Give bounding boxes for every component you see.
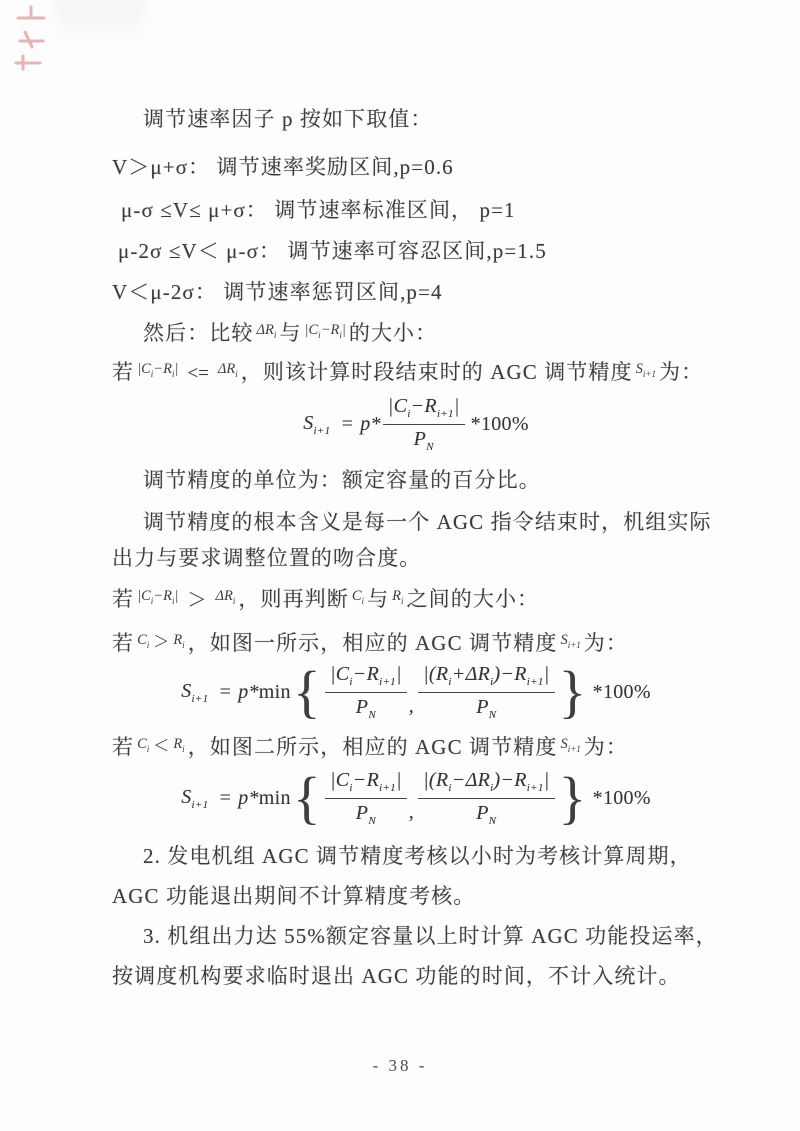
text-fragment: 为： bbox=[658, 360, 704, 384]
fraction-denominator: $P_N$ bbox=[476, 801, 497, 827]
text-fragment: 若 bbox=[112, 587, 135, 611]
rule-reward-interval: V＞μ+σ： 调节速率奖励区间,p=0.6 bbox=[112, 155, 454, 179]
fraction-denominator: $P_N$ bbox=[355, 801, 376, 827]
meaning-line-1: 调节精度的根本含义是每一个 AGC 指令结束时，机组实际 bbox=[143, 510, 712, 534]
red-mark-fragment bbox=[18, 7, 44, 18]
math-s-i1: $S_{i+1}$ bbox=[560, 632, 581, 650]
item-2-line-2: AGC 功能退出期间不计算精度考核。 bbox=[112, 884, 476, 908]
equals-sign: = bbox=[218, 680, 233, 703]
paragraph-intro: 调节速率因子 p 按如下取值： bbox=[143, 107, 433, 131]
comma-separator: , bbox=[408, 695, 415, 717]
text-fragment: ，如图一所示，相应的 AGC 调节精度 bbox=[187, 631, 558, 655]
text-fragment: 然后：比较 bbox=[143, 321, 254, 345]
fraction bbox=[383, 395, 465, 452]
fraction-numerator: $|C_i-R_{i+1}|$ bbox=[325, 663, 407, 692]
fraction-numerator: $|(R_i-\Delta R_i)-R_{i+1}|$ bbox=[418, 769, 554, 798]
red-mark-fragment bbox=[16, 56, 40, 69]
math-s-i1: $S_{i+1}$ bbox=[303, 411, 331, 437]
page-number: - 38 - bbox=[372, 1056, 428, 1075]
math-c-i: $C_i$ bbox=[137, 632, 150, 650]
gt-operator: ＞ bbox=[153, 634, 170, 651]
fraction-denominator: $P_N$ bbox=[476, 695, 497, 721]
rule-standard-interval: μ-σ ≤V≤ μ+σ： 调节速率标准区间， p=1 bbox=[121, 198, 516, 222]
times-100-percent: *100% bbox=[592, 680, 651, 703]
rule-tolerable-interval: μ-2σ ≤V＜ μ-σ： 调节速率可容忍区间,p=1.5 bbox=[118, 239, 547, 263]
math-r-i: $R_i$ bbox=[392, 588, 404, 606]
item-3-line-1: 3. 机组出力达 55%额定容量以上时计算 AGC 功能投运率， bbox=[143, 924, 718, 948]
condition-gt-line bbox=[112, 583, 539, 613]
gt-operator: ＞ bbox=[187, 590, 207, 611]
text-fragment: ，则该计算时段结束时的 AGC 调节精度 bbox=[240, 360, 633, 384]
lt-operator: ＜ bbox=[153, 738, 170, 755]
fraction-numerator: $|C_i-R_{i+1}|$ bbox=[325, 769, 407, 798]
text-fragment: 为： bbox=[583, 735, 628, 759]
text-fragment: 若 bbox=[112, 735, 135, 759]
fraction bbox=[418, 769, 554, 826]
fraction-numerator: $|(R_i+\Delta R_i)-R_{i+1}|$ bbox=[418, 663, 554, 692]
math-delta-r: $\Delta R_i$ bbox=[256, 322, 277, 340]
equals-sign: = bbox=[218, 786, 233, 809]
compare-line bbox=[143, 317, 437, 347]
math-r-i: $R_i$ bbox=[173, 632, 185, 650]
text-fragment: 若 bbox=[112, 360, 135, 384]
min-function: min bbox=[258, 786, 291, 809]
fraction-denominator: $P_N$ bbox=[413, 427, 434, 453]
text-fragment: 若 bbox=[112, 631, 135, 655]
math-abs-ci-ri: $|C_i-R_i|$ bbox=[137, 588, 179, 606]
fraction bbox=[325, 769, 407, 826]
text-fragment: 之间的大小： bbox=[406, 587, 540, 611]
red-ink-marks bbox=[10, 2, 70, 82]
fraction-denominator: $P_N$ bbox=[355, 695, 376, 721]
math-abs-ci-ri: $|C_i-R_i|$ bbox=[137, 361, 179, 379]
case-figure2-line bbox=[112, 731, 628, 761]
math-abs-ci-ri: $|C_i-R_i|$ bbox=[304, 322, 346, 340]
math-c-i: $C_i$ bbox=[351, 588, 365, 606]
p-factor: p* bbox=[238, 680, 259, 703]
math-c-i: $C_i$ bbox=[137, 736, 150, 754]
text-fragment: ，如图二所示，相应的 AGC 调节精度 bbox=[187, 735, 558, 759]
text-fragment: 与 bbox=[279, 321, 302, 345]
fraction bbox=[325, 663, 407, 720]
case-figure1-line bbox=[112, 627, 628, 657]
condition-le-line bbox=[112, 356, 703, 386]
equals-sign: = bbox=[340, 412, 355, 435]
rule-penalty-interval: V＜μ-2σ： 调节速率惩罚区间,p=4 bbox=[112, 280, 443, 304]
comma-separator: , bbox=[408, 801, 415, 823]
text-fragment: 与 bbox=[367, 587, 390, 611]
math-s-i1: $S_{i+1}$ bbox=[560, 736, 581, 754]
math-delta-r: $\Delta R_i$ bbox=[215, 588, 236, 606]
text-fragment: 为： bbox=[583, 631, 628, 655]
fraction-numerator: $|C_i-R_{i+1}|$ bbox=[383, 395, 465, 424]
meaning-line-2: 出力与要求调整位置的吻合度。 bbox=[112, 546, 422, 570]
unit-line: 调节精度的单位为：额定容量的百分比。 bbox=[143, 468, 541, 492]
fraction bbox=[418, 663, 554, 720]
times-100-percent: *100% bbox=[470, 412, 529, 435]
formula-agc-accuracy-min-minus: $S_{i+1}$ = p* min { $\frac{|C_i-R_{i+1}|}{P_N}$ , $\frac{|(R_i-\Delta R_i)-R_{i+1}|}{P_N}$ } *100% bbox=[181, 765, 651, 830]
min-function: min bbox=[258, 680, 291, 703]
item-3-line-2: 按调度机构要求临时退出 AGC 功能的时间，不计入统计。 bbox=[112, 964, 681, 988]
p-factor: p* bbox=[360, 412, 381, 435]
math-s-i1: $S_{i+1}$ bbox=[181, 785, 209, 811]
red-mark-fragment bbox=[20, 32, 43, 47]
item-2-line-1: 2. 发电机组 AGC 调节精度考核以小时为考核计算周期， bbox=[143, 844, 692, 868]
formula-agc-accuracy-simple bbox=[16, 394, 800, 454]
le-operator: <= bbox=[187, 363, 209, 384]
p-factor: p* bbox=[238, 786, 259, 809]
math-s-i1: $S_{i+1}$ bbox=[181, 679, 209, 705]
formula-agc-accuracy-min-plus: $S_{i+1}$ = p* min { $\frac{|C_i-R_{i+1}|}{P_N}$ , $\frac{|(R_i+\Delta R_i)-R_{i+1}|}{P_N}$ } *100% bbox=[181, 659, 651, 724]
text-fragment: 的大小： bbox=[348, 321, 438, 345]
math-delta-r: $\Delta R_i$ bbox=[217, 361, 238, 379]
math-r-i: $R_i$ bbox=[173, 736, 185, 754]
times-100-percent: *100% bbox=[592, 786, 651, 809]
text-fragment: ，则再判断 bbox=[238, 587, 349, 611]
math-s-i1: $S_{i+1}$ bbox=[635, 361, 656, 379]
